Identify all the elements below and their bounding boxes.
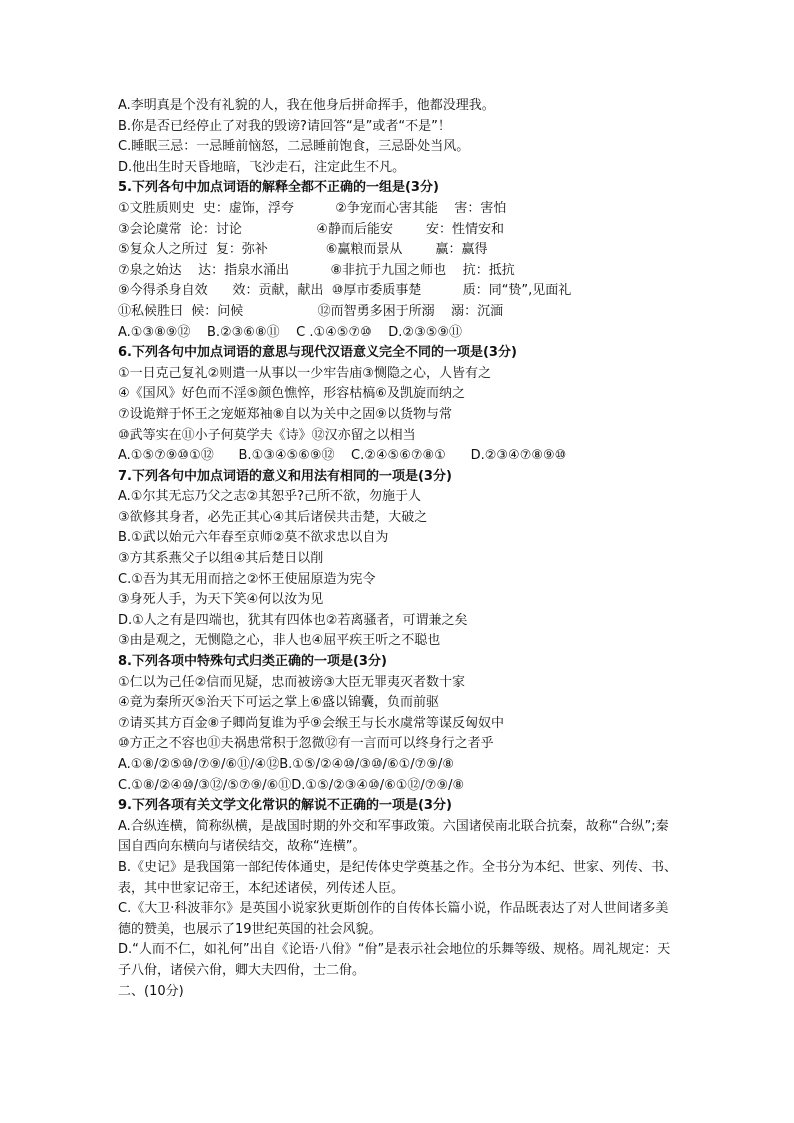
q5-item-row: ⑦泉之始达 达：指泉水涌出 ⑧非抗于九国之师也 抗：抵抗 [118, 262, 515, 278]
q9-option-a: A.合纵连横，简称纵横，是战国时期的外交和军事政策。六国诸侯南北联合抗秦，故称“合纵”;秦国自西向东横向与诸侯结交，故称“连横”。 [118, 818, 669, 855]
q5-item-row: ⑤复众人之所过 复：弥补 ⑥赢粮而景从 赢：赢得 [118, 242, 488, 258]
q6-item-row: ⑩武等实在⑪小子何莫学夫《诗》⑫汉亦留之以相当 [118, 427, 416, 443]
q8-options-ab: A.①⑧/②⑤⑩/⑦⑨/⑥⑪/④⑫B.①⑤/②④⑩/③⑩/⑥①/⑦⑨/⑧ [118, 757, 455, 772]
q8-item-row: ⑦请买其方百金⑧子卿尚复谁为乎⑨会缑王与长水虞常等谋反匈奴中 [118, 715, 504, 731]
question-7-stem: 7.下列各句中加点词语的意义和用法有相同的一项是(3分) [118, 468, 452, 484]
section-two-heading: 二、(10分) [118, 983, 184, 999]
q7-item-row: D.①人之有是四端也，犹其有四体也②若离骚者，可谓兼之矣 [118, 612, 468, 628]
q5-item-row: ①文胜质则史 史：虚饰，浮夸 ②争宠而心害其能 害：害怕 [118, 200, 507, 216]
q7-item-row: A.①尔其无忘乃父之志②其恕乎?己所不欲，勿施于人 [118, 489, 422, 505]
q5-options: A.①③⑧⑨⑫ B.②③⑥⑧⑪ C .①④⑤⑦⑩ D.②③⑤⑨⑪ [118, 324, 463, 340]
q5-item-row: ⑪私候胜曰 候：问候 ⑫而智勇多困于所溺 溺：沉湎 [118, 303, 504, 319]
q9-option-d: D.“人而不仁，如礼何”出自《论语·八佾》“佾”是表示社会地位的乐舞等级、规格。周礼规定：天子八佾，诸侯六佾，卿大夫四佾，士二佾。 [118, 942, 671, 978]
q8-item-row: ①仁以为己任②信而见疑，忠而被谤③大臣无罪夷灭者数十家 [118, 674, 465, 690]
q6-item-row: ①一日克己复礼②则遣一从事以一少牢告庙③恻隐之心，人皆有之 [118, 365, 491, 381]
q7-item-row: ③方其系燕父子以组④其后楚日以削 [118, 551, 324, 567]
q5-item-row: ⑨今得杀身自效 效：贡献，献出 ⑩厚市委质事楚 质：同“贽”,见面礼 [118, 283, 572, 299]
option-d-line: D.他出生时天昏地暗，飞沙走石，注定此生不凡。 [118, 159, 406, 175]
q7-item-row: B.①武以始元六年春至京师②莫不欲求忠以自为 [118, 530, 389, 546]
question-6-stem: 6.下列各句中加点词语的意思与现代汉语意义完全不同的一项是(3分) [118, 345, 517, 361]
document-page [118, 96, 678, 1002]
q8-item-row: ④竟为秦所灭⑤治天下可运之掌上⑥盛以锦囊，负而前驱 [118, 695, 439, 711]
question-8-stem: 8.下列各项中特殊句式归类正确的一项是(3分) [118, 654, 387, 670]
question-9-stem: 9.下列各项有关文学文化常识的解说不正确的一项是(3分) [118, 798, 452, 814]
q8-options-cd: C.①⑧/②④⑩/③⑫/⑤⑦⑨/⑥⑪D.①⑤/②③④⑩/⑥①⑫/⑦⑨/⑧ [118, 777, 465, 793]
q8-item-row: ⑩方正之不容也⑪夫祸患常积于忽微⑫有一言而可以终身行之者乎 [118, 736, 494, 752]
option-c-line: C.睡眠三忌：一忌睡前恼怒，二忌睡前饱食，三忌卧处当风。 [118, 139, 470, 155]
q6-options: A.①⑤⑦⑨⑩①⑫ B.①③④⑤⑥⑨⑫ C.②④⑤⑥⑦⑧① D.②③④⑦⑧⑨⑩ [118, 448, 567, 464]
q7-item-row: ③由是观之，无恻隐之心，非人也④屈平疾王听之不聪也 [118, 633, 441, 649]
q9-option-b: B.《史记》是我国第一部纪传体通史，是纪传体史学奠基之作。全书分为本纪、世家、列传、书、表，其中世家记帝王，本纪述诸侯，列传述人臣。 [118, 859, 678, 896]
q5-item-row: ③会论虞常 论：讨论 ④静而后能安 安：性情安和 [118, 221, 505, 237]
option-a-line: A.李明真是个没有礼貌的人，我在他身后拼命挥手，他都没理我。 [118, 98, 495, 113]
q9-option-c: C.《大卫·科波菲尔》是英国小说家狄更斯创作的自传体长篇小说，作品既表达了对人世间诸多美德的赞美，也展示了19世纪英国的社会风貌。 [118, 901, 669, 937]
q6-item-row: ⑦设诡辩于怀王之宠姬郑袖⑧自以为关中之固⑨以货物与常 [118, 406, 452, 422]
option-b-line: B.你是否已经停止了对我的毁谤?请回答“是”或者“不是”！ [118, 118, 451, 134]
q7-item-row: C.①吾为其无用而掊之②怀王使屈原造为宪令 [118, 571, 376, 587]
question-5-stem: 5.下列各句中加点词语的解释全都不正确的一组是(3分) [118, 180, 439, 196]
q6-item-row: ④《国风》好色而不淫⑤颜色憔悴，形容枯槁⑥及凯旋而纳之 [118, 386, 465, 402]
q7-item-row: ③欲修其身者，必先正其心④其后诸侯共击楚，大破之 [118, 509, 428, 525]
q7-item-row: ③身死人手，为天下笑④何以汝为见 [118, 592, 324, 608]
